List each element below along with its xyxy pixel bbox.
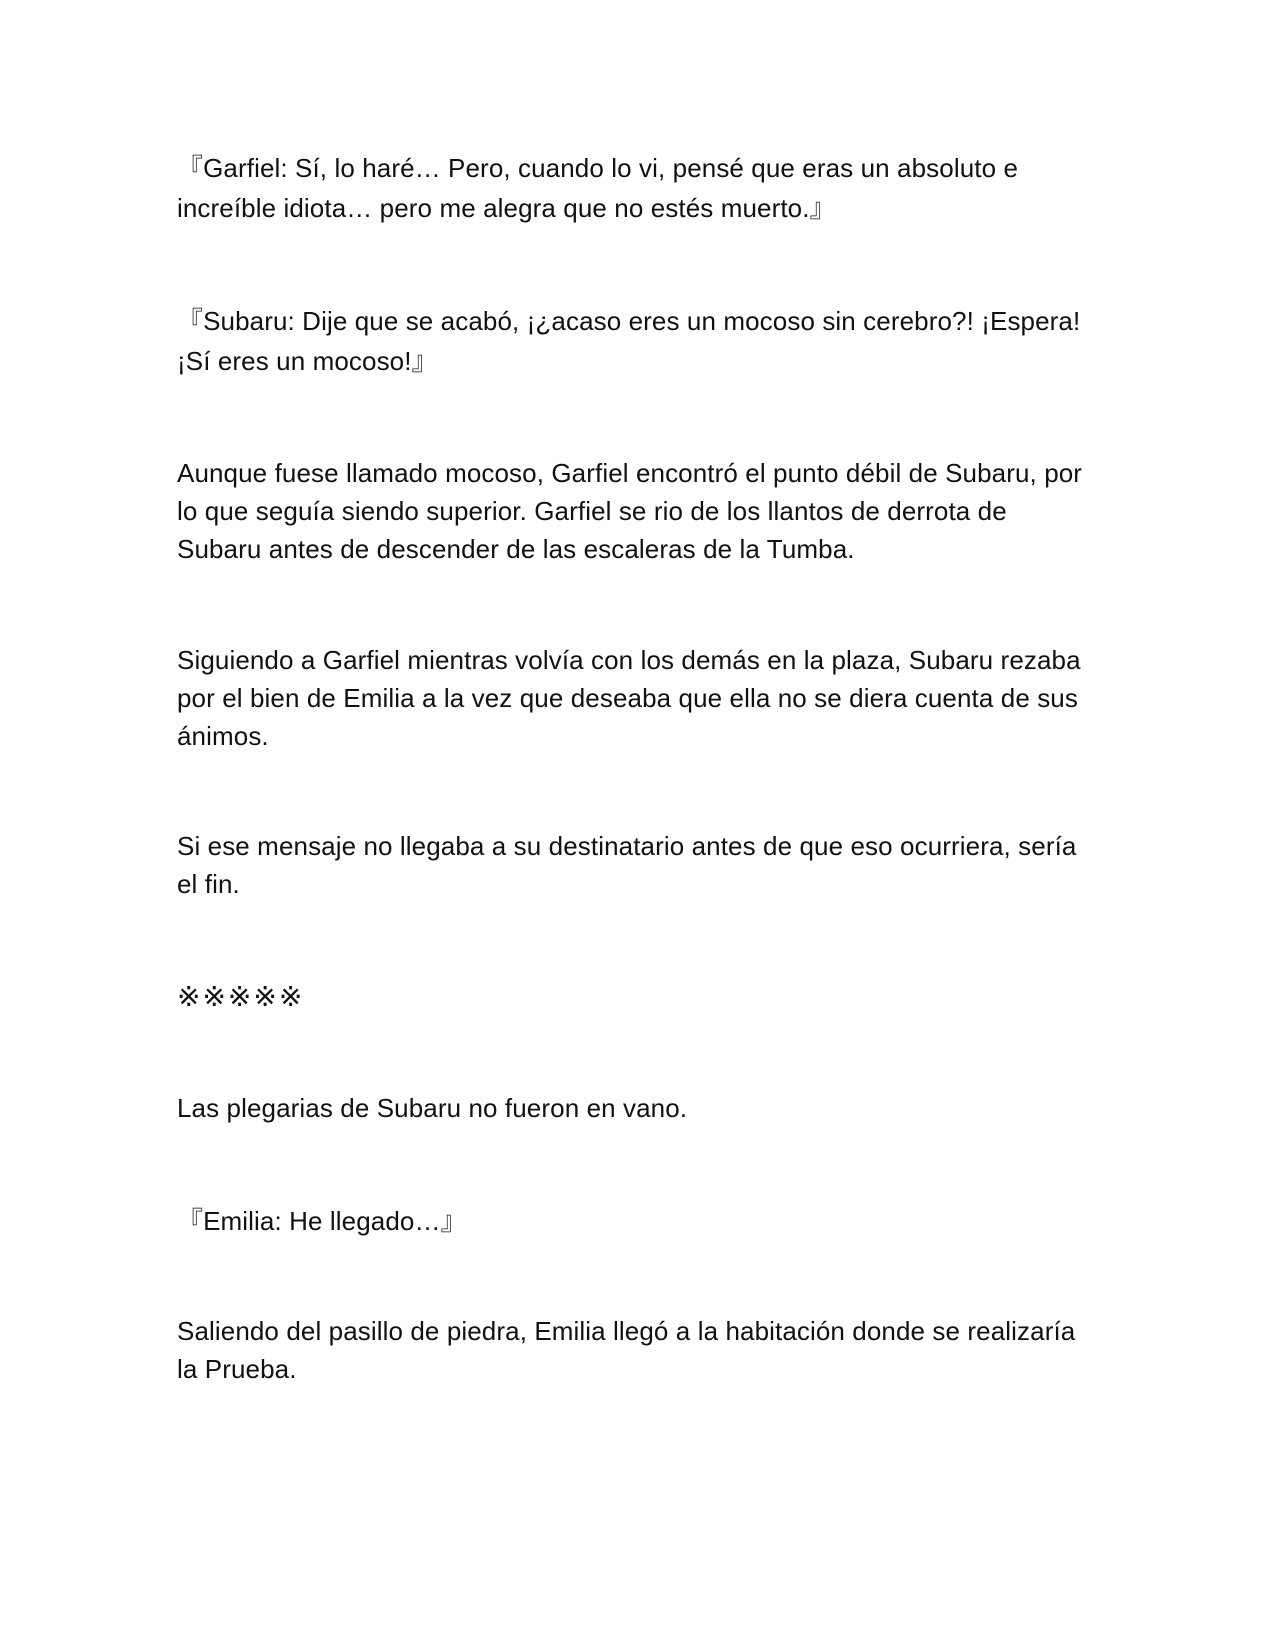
- dialogue-subaru: 『Subaru: Dije que se acabó, ¡¿acaso eres un mocoso sin cerebro?! ¡Espera! ¡Sí eres un mocoso!』: [177, 306, 1088, 376]
- narration-paragraph: Las plegarias de Subaru no fueron en vano.: [177, 1093, 688, 1123]
- dialogue-emilia: 『Emilia: He llegado…』: [177, 1206, 467, 1236]
- narration-paragraph: Siguiendo a Garfiel mientras volvía con los demás en la plaza, Subaru rezaba por el bien de Emilia a la vez que deseaba que ella no se diera cuenta de sus ánimos.: [177, 645, 1088, 751]
- scene-break-marker: ※※※※※: [177, 981, 305, 1012]
- dialogue-garfiel: 『Garfiel: Sí, lo haré… Pero, cuando lo vi, pensé que eras un absoluto e increíble idiota… pero me alegra que no estés muerto.』: [177, 153, 1026, 223]
- narration-paragraph: Aunque fuese llamado mocoso, Garfiel encontró el punto débil de Subaru, por lo que seguía siendo superior. Garfiel se rio de los llantos de derrota de Subaru antes de descender de las escaleras de la Tumba.: [177, 458, 1090, 564]
- narration-paragraph: Saliendo del pasillo de piedra, Emilia llegó a la habitación donde se realizaría la Prueba.: [177, 1316, 1083, 1384]
- narration-paragraph: Si ese mensaje no llegaba a su destinatario antes de que eso ocurriera, sería el fin.: [177, 831, 1084, 899]
